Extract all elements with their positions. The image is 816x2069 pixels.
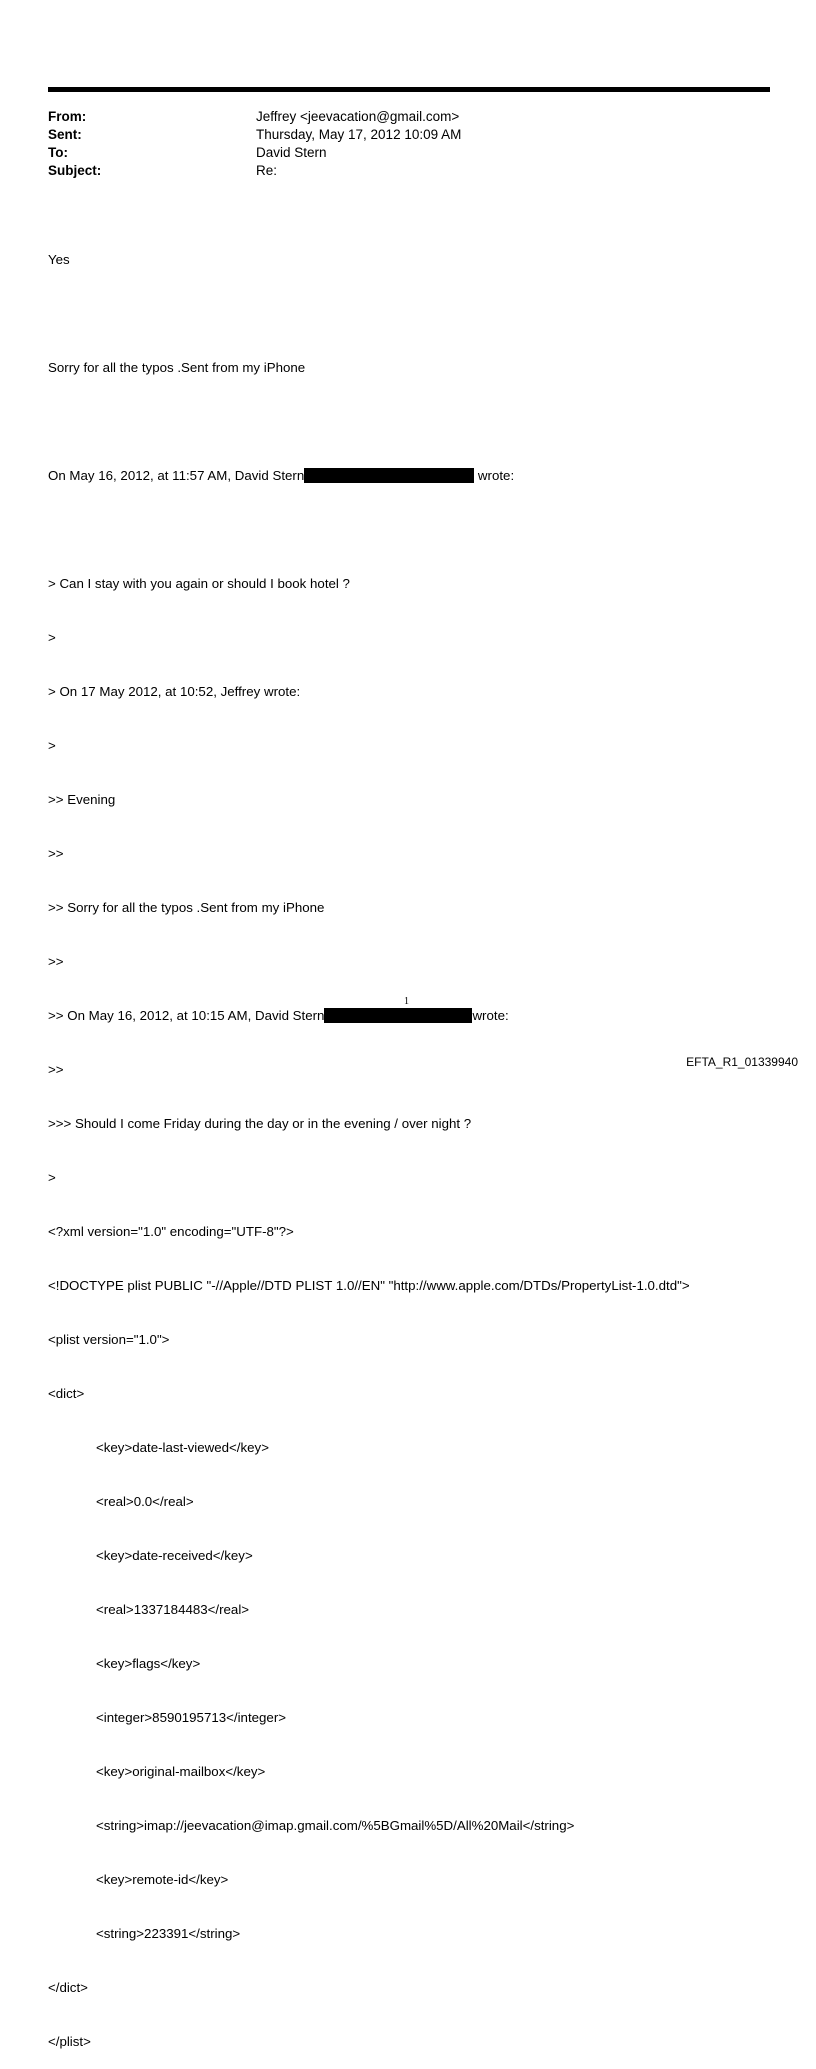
- body-line: Sorry for all the typos .Sent from my iPhone: [48, 360, 306, 375]
- quoted-line: >>: [48, 846, 64, 861]
- xml-line: <string>223391</string>: [96, 1926, 241, 1941]
- xml-line: <key>date-last-viewed</key>: [96, 1440, 269, 1455]
- xml-line: <integer>8590195713</integer>: [96, 1710, 287, 1725]
- sent-row: [48, 126, 461, 144]
- body-line: Yes: [48, 252, 70, 267]
- quoted-line: >: [48, 630, 56, 645]
- xml-line: <key>original-mailbox</key>: [96, 1764, 266, 1779]
- email-body: [48, 215, 690, 2069]
- xml-line: <?xml version="1.0" encoding="UTF-8"?>: [48, 1224, 294, 1239]
- sent-label: Sent:: [48, 127, 82, 142]
- email-header: [48, 108, 461, 180]
- to-value: David Stern: [256, 145, 327, 160]
- attribution-text: >> On May 16, 2012, at 10:15 AM, David Stern: [48, 1008, 325, 1023]
- sent-value: Thursday, May 17, 2012 10:09 AM: [256, 127, 462, 142]
- xml-line: <!DOCTYPE plist PUBLIC "-//Apple//DTD PLIST 1.0//EN" "http://www.apple.com/DTDs/PropertyList-1.0.dtd">: [48, 1278, 690, 1293]
- subject-label: Subject:: [48, 163, 102, 178]
- xml-line: <key>date-received</key>: [96, 1548, 253, 1563]
- quoted-line: > Can I stay with you again or should I book hotel ?: [48, 576, 350, 591]
- xml-line: </plist>: [48, 2034, 91, 2049]
- redaction-box: [304, 468, 474, 483]
- quote-attribution: [48, 467, 690, 485]
- header-rule: [48, 87, 770, 92]
- xml-line: <key>remote-id</key>: [96, 1872, 229, 1887]
- quoted-line: >>> Should I come Friday during the day or in the evening / over night ?: [48, 1116, 472, 1131]
- attribution-text: On May 16, 2012, at 11:57 AM, David Stern: [48, 468, 305, 483]
- quoted-line: >>: [48, 1062, 64, 1077]
- to-row: [48, 144, 461, 162]
- quoted-line: >>: [48, 954, 64, 969]
- xml-line: <plist version="1.0">: [48, 1332, 170, 1347]
- from-value: Jeffrey <jeevacation@gmail.com>: [256, 109, 460, 124]
- redaction-box: [324, 1008, 472, 1023]
- from-label: From:: [48, 109, 87, 124]
- quoted-line: >> Sorry for all the typos .Sent from my iPhone: [48, 900, 325, 915]
- subject-value: Re:: [256, 163, 278, 178]
- quoted-line: >> Evening: [48, 792, 116, 807]
- page-number: 1: [404, 996, 409, 1007]
- quoted-line: >: [48, 1170, 56, 1185]
- attribution-wrote: wrote:: [474, 468, 515, 483]
- xml-line: <dict>: [48, 1386, 85, 1401]
- xml-line: </dict>: [48, 1980, 88, 1995]
- xml-line: <string>imap://jeevacation@imap.gmail.com/%5BGmail%5D/All%20Mail</string>: [96, 1818, 575, 1833]
- bates-number: EFTA_R1_01339940: [686, 1055, 798, 1069]
- xml-line: <real>1337184483</real>: [96, 1602, 250, 1617]
- xml-line: <key>flags</key>: [96, 1656, 201, 1671]
- quoted-attribution: [48, 1007, 690, 1025]
- to-label: To:: [48, 145, 68, 160]
- subject-row: [48, 162, 461, 180]
- quoted-line: >: [48, 738, 56, 753]
- xml-line: <real>0.0</real>: [96, 1494, 194, 1509]
- from-row: [48, 108, 461, 126]
- attribution-wrote: wrote:: [472, 1008, 509, 1023]
- quoted-line: > On 17 May 2012, at 10:52, Jeffrey wrote:: [48, 684, 301, 699]
